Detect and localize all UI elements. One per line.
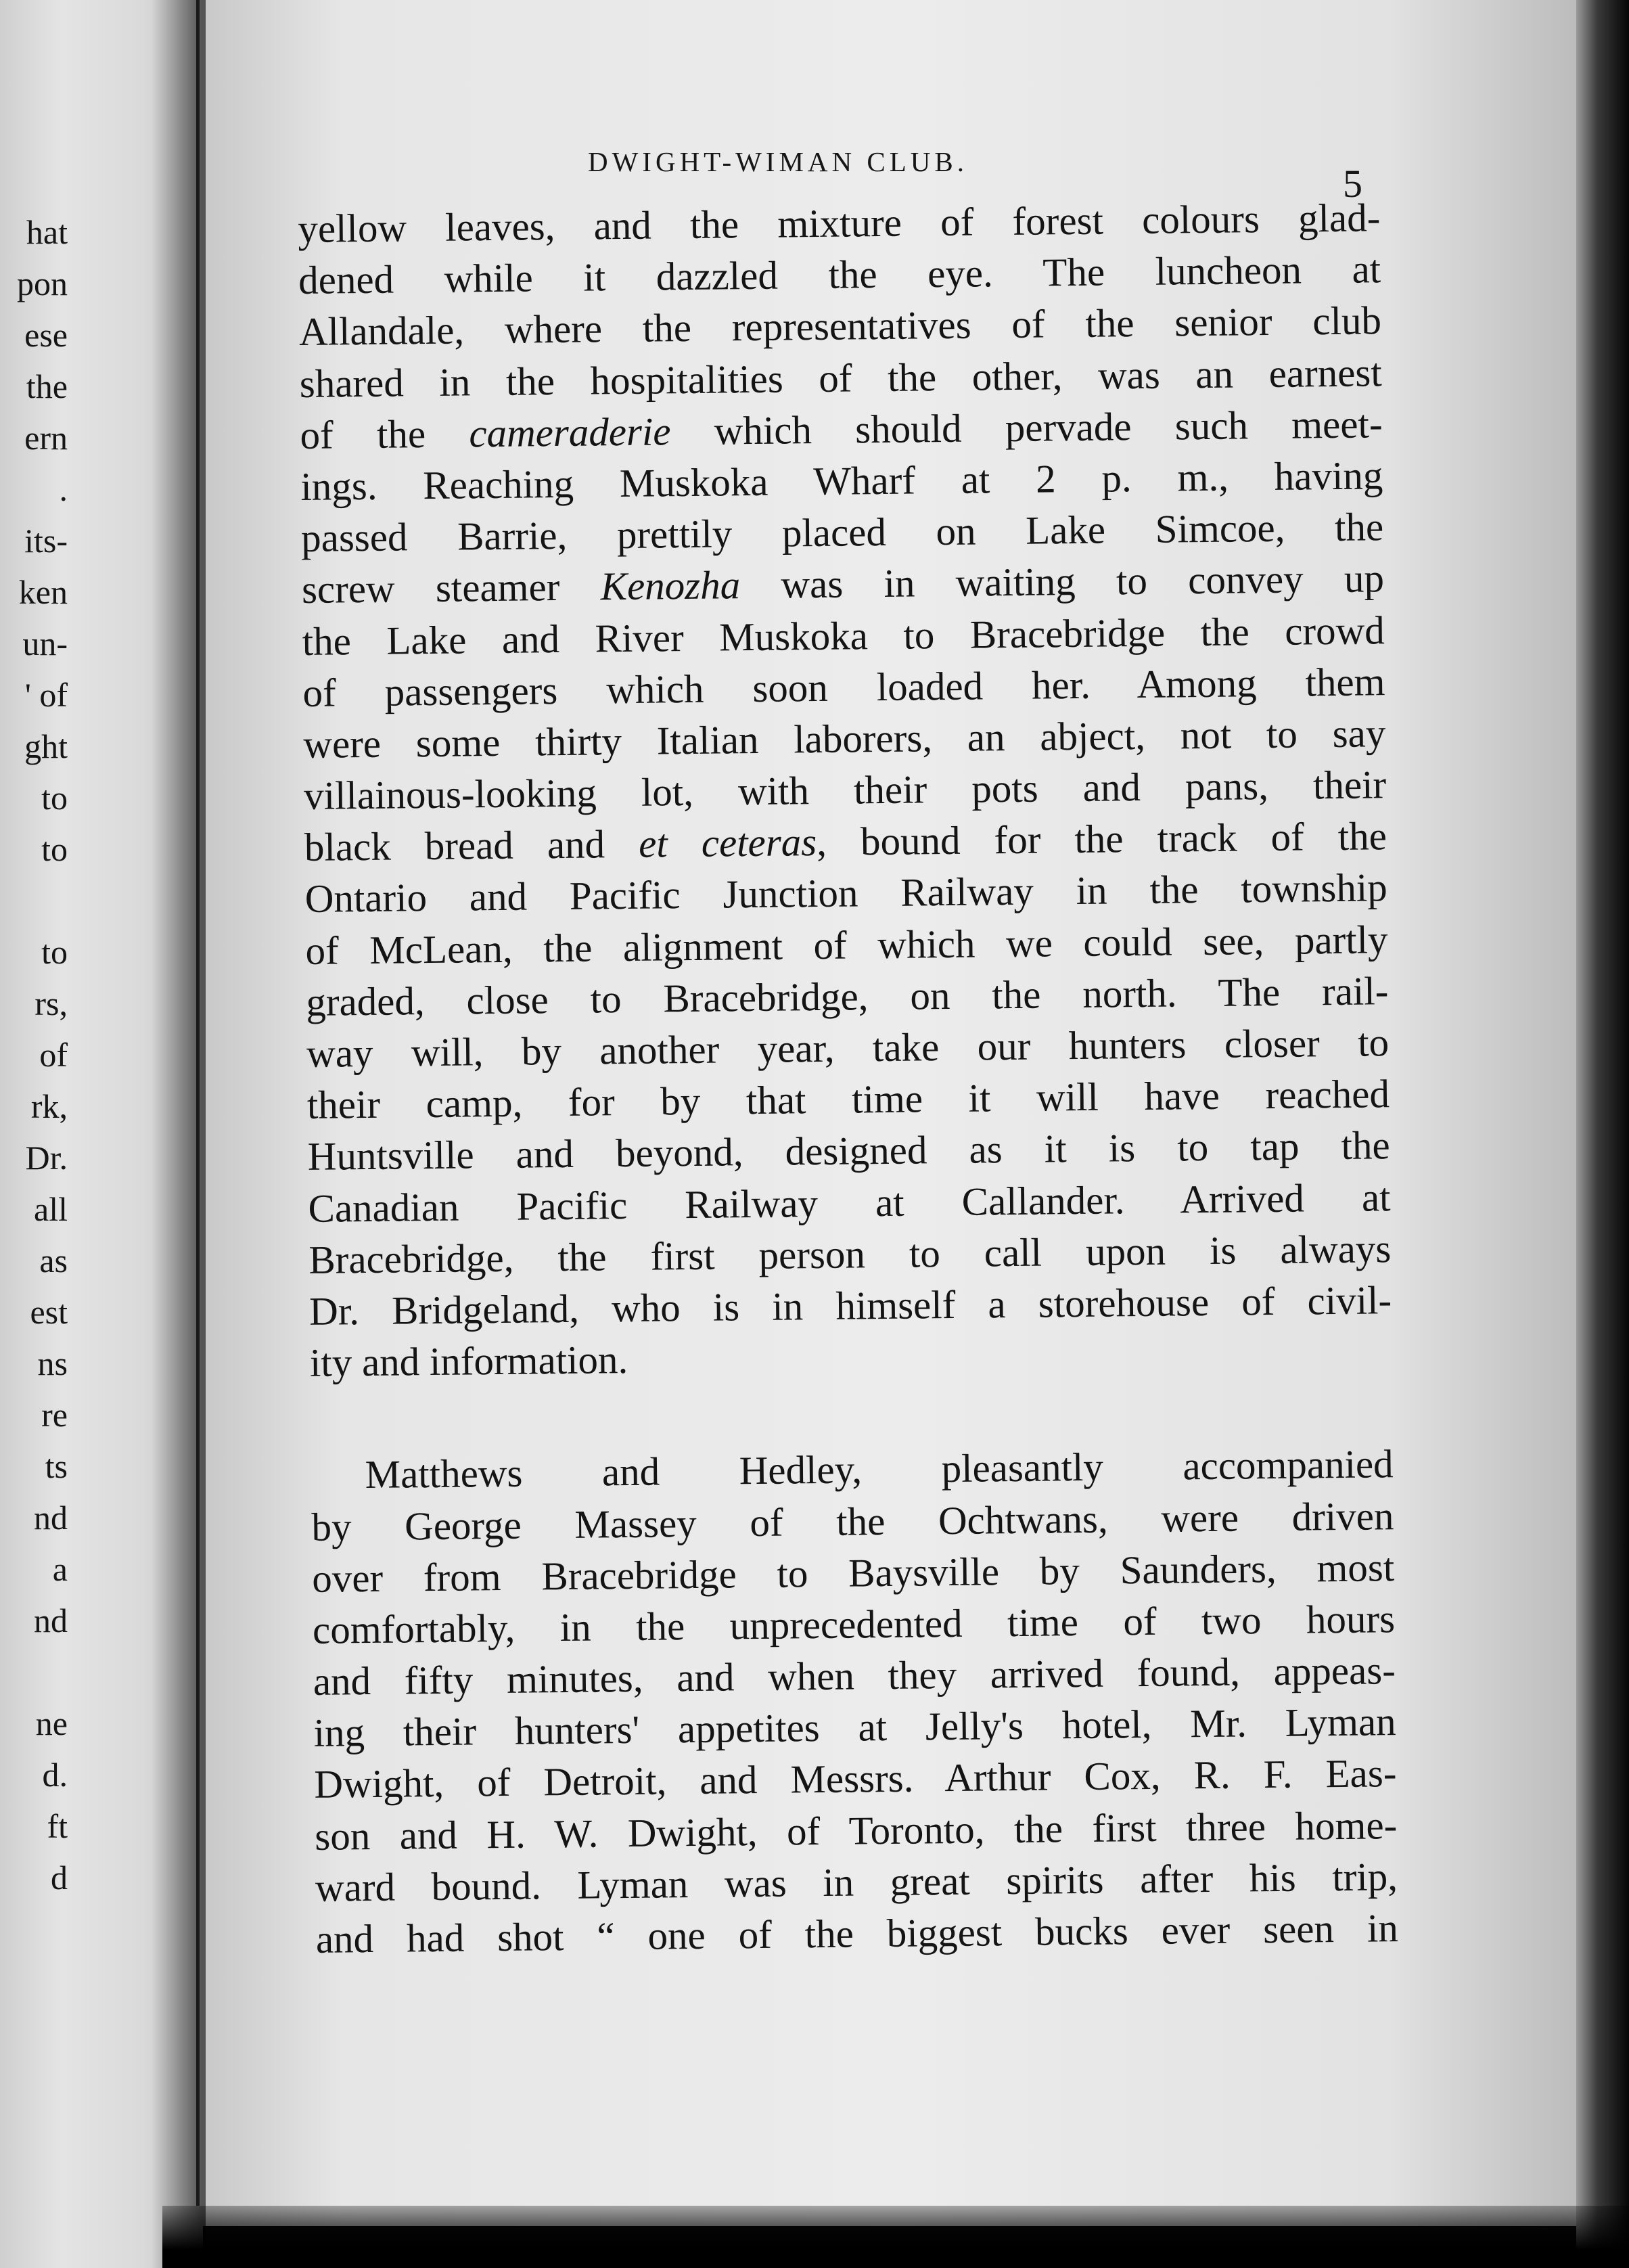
previous-page-fragment: ft — [47, 1807, 68, 1845]
paragraph-1 — [298, 191, 1392, 1388]
previous-page-fragment: . — [59, 470, 68, 508]
text-segment: he hospitalities of the other, was an earnest — [516, 349, 1383, 404]
text-line: over from Bracebridge to Baysville by Saunders, most — [311, 1544, 1395, 1601]
text-segment: ings. Reaching Muskoka Wharf at 2 p. m., having — [300, 453, 1383, 509]
previous-page-fragment: ns — [37, 1344, 68, 1382]
previous-page-fragment: the — [26, 367, 68, 405]
text-segment: of passengers which soon loaded her. Among them — [302, 658, 1385, 715]
text-segment: Dr. Bridgeland, who is in himself a storehouse of civil- — [308, 1277, 1392, 1334]
previous-page-fragment: Dr. — [25, 1139, 68, 1177]
text-segment: villainous-looking lot, with their pots and pans, their — [303, 762, 1387, 819]
page-right-edge — [1576, 0, 1629, 2268]
previous-page-fragment: pon — [17, 265, 68, 302]
previous-page-fragment: of — [39, 1036, 68, 1074]
previous-page-fragment: nd — [34, 1499, 68, 1537]
paragraph-2 — [311, 1438, 1398, 1965]
previous-page-fragment: d — [51, 1859, 68, 1897]
text-line: comfortably, in the unprecedented time of two hours — [312, 1596, 1396, 1652]
text-segment: , bound for the track of the — [816, 813, 1387, 865]
previous-page-fragment: ' of — [24, 676, 68, 714]
text-line: ing their hunters' appetites at Jelly's hotel, Mr. Lyman — [313, 1699, 1396, 1756]
previous-page-fragment: ne — [35, 1704, 68, 1742]
body-text — [298, 191, 1398, 1965]
text-line: by George Massey of the Ochtwans, were driven — [311, 1493, 1394, 1549]
text-segment: shared in t — [299, 359, 518, 406]
italic-phrase: et ceteras — [638, 819, 817, 867]
text-segment: dened while it dazzled the eye. The luncheon at — [298, 246, 1381, 303]
previous-page-fragment: ken — [18, 573, 68, 611]
previous-page-fragment: ern — [24, 419, 68, 457]
italic-phrase: Kenozha — [600, 562, 741, 609]
text-segment: Bracebridge, the first person to call upon is always — [308, 1225, 1392, 1282]
text-segment: yellow leaves, and the mixture of forest colours glad- — [298, 195, 1381, 251]
previous-page-fragment: hat — [26, 213, 68, 251]
previous-page-fragment: to — [41, 933, 68, 971]
text-segment: Allandale, where the representatives of the senior club — [298, 298, 1382, 355]
text-segment: screw steamer — [301, 564, 601, 612]
previous-page-fragment: its- — [24, 522, 68, 560]
text-segment: of McLean, the alignment of which we could see, partly — [305, 916, 1388, 973]
text-line: Dwight, of Detroit, and Messrs. Arthur Cox, R. F. Eas- — [314, 1750, 1397, 1807]
text-segment: Canadian Pacific Railway at Callander. Arrived at — [308, 1174, 1391, 1231]
previous-page-fragment: to — [41, 830, 68, 868]
page-bottom-edge — [162, 2206, 1629, 2268]
previous-page-fragment: est — [30, 1293, 68, 1331]
previous-page-fragment: rk, — [30, 1087, 68, 1125]
previous-page-fragment: to — [41, 779, 68, 817]
text-segment: the Lake and River Muskoka to Bracebridge the crowd — [302, 607, 1385, 664]
italic-phrase: cameraderie — [469, 408, 671, 456]
text-line: ward bound. Lyman was in great spirits after his trip, — [315, 1853, 1398, 1910]
previous-page-fragment: rs, — [35, 984, 68, 1022]
text-segment: their camp, for by that time it will have reached — [306, 1071, 1390, 1128]
text-segment: way will, by another year, take our hunters closer to — [306, 1020, 1390, 1076]
previous-page-fragment: d. — [42, 1756, 68, 1794]
text-line: Matthews and Hedley, pleasantly accompanied — [365, 1441, 1394, 1497]
previous-page-fragment: ts — [45, 1447, 68, 1485]
text-segment: Ontario and Pacific Junction Railway in the township — [304, 865, 1388, 922]
previous-page-fragment: all — [34, 1190, 68, 1228]
running-head: DWIGHT-WIMAN CLUB. — [588, 146, 968, 177]
spine-edge — [196, 0, 200, 2206]
previous-page-fragment: ese — [24, 316, 68, 354]
previous-page-fragment: nd — [34, 1602, 68, 1639]
previous-page-fragment — [0, 875, 68, 926]
previous-page-fragment: re — [41, 1396, 68, 1434]
previous-page-text-fragments — [0, 206, 68, 1903]
text-segment: was in waiting to convey up — [739, 555, 1385, 608]
text-segment: were some thirty Italian laborers, an abject, not to say — [303, 710, 1386, 767]
previous-page-fragment: ght — [24, 727, 68, 765]
previous-page-fragment: un- — [22, 625, 68, 662]
text-line: and fifty minutes, and when they arrived found, appeas- — [313, 1648, 1396, 1704]
text-segment: passed Barrie, prettily placed on Lake Simcoe, the — [300, 504, 1384, 561]
previous-page-fragment: as — [39, 1242, 68, 1279]
text-segment: graded, close to Bracebridge, on the north. The rail- — [306, 968, 1389, 1024]
text-line: and had shot “ one of the biggest bucks ever seen in — [315, 1905, 1399, 1961]
previous-page-fragment: a — [52, 1550, 68, 1588]
page-number: 5 — [1343, 162, 1362, 206]
text-segment: Huntsville and beyond, designed as it is to tap the — [307, 1122, 1391, 1179]
text-segment: ity and information. — [309, 1337, 628, 1386]
text-segment: black bread and — [304, 821, 639, 870]
text-segment: of the — [300, 411, 469, 457]
previous-page-fragment — [0, 1646, 68, 1698]
text-line: son and H. W. Dwight, of Toronto, the first three home- — [314, 1802, 1398, 1859]
text-segment: which should pervade such meet- — [670, 401, 1383, 453]
